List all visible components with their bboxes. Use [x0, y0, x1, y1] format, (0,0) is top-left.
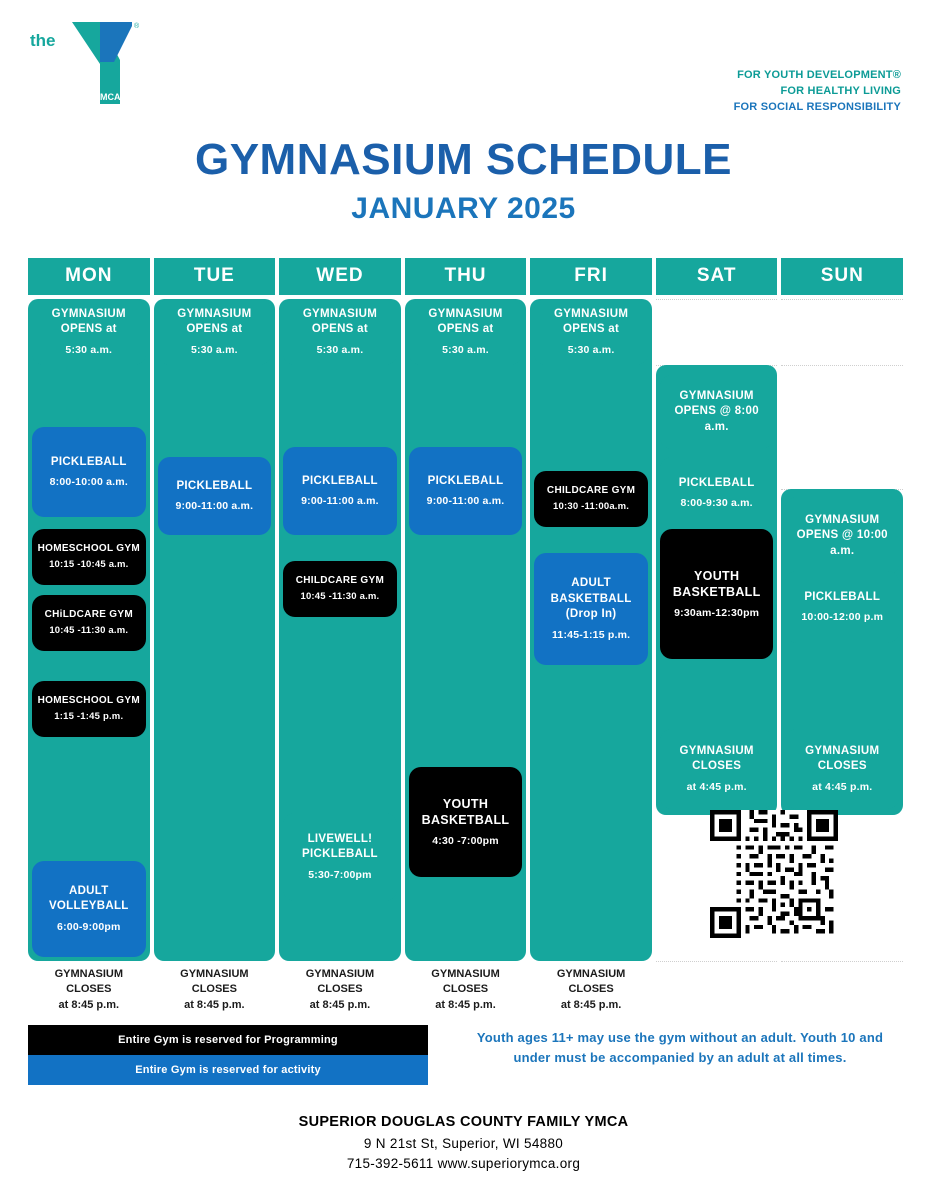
- day-header-fri: FRI: [530, 258, 652, 295]
- close-sat-empty: [656, 967, 778, 1013]
- day-header-row: [28, 258, 903, 295]
- youth-policy-note: Youth ages 11+ may use the gym without an adult. Youth 10 and under must be accompanied by an adult at all times.: [476, 1030, 884, 1066]
- logo-registered-mark: ®: [134, 23, 140, 30]
- event-sat-close: GYMNASIUM CLOSES at 4:45 p.m.: [660, 729, 774, 809]
- event-thu-pickleball: PICKLEBALL 9:00-11:00 a.m.: [409, 447, 523, 535]
- day-header-wed: WED: [279, 258, 401, 295]
- footer: [0, 1112, 927, 1174]
- event-sat-pickleball: PICKLEBALL 8:00-9:30 a.m.: [660, 457, 774, 529]
- closing-times-row: [28, 967, 903, 1013]
- tagline-line-1: FOR YOUTH DEVELOPMENT®: [737, 69, 901, 81]
- event-thu-open: GYMNASIUM OPENS at 5:30 a.m.: [409, 299, 523, 365]
- event-mon-childcare-gym: CHiLDCARE GYM 10:45 -11:30 a.m.: [32, 595, 146, 651]
- day-column-fri: [530, 299, 652, 961]
- page-subtitle: JANUARY 2025: [351, 192, 576, 225]
- event-fri-adult-basketball: ADULT BASKETBALL (Drop In) 11:45-1:15 p.m.: [534, 553, 648, 665]
- day-column-wed: [279, 299, 401, 961]
- close-mon: GYMNASIUM CLOSES at 8:45 p.m.: [54, 968, 124, 1011]
- close-fri: GYMNASIUM CLOSES at 8:45 p.m.: [556, 968, 626, 1011]
- event-sun-close: GYMNASIUM CLOSES at 4:45 p.m.: [785, 729, 899, 809]
- qr-code[interactable]: [710, 810, 838, 938]
- day-header-sun: SUN: [781, 258, 903, 295]
- event-tue-open: GYMNASIUM OPENS at 5:30 a.m.: [158, 299, 272, 365]
- close-wed: GYMNASIUM CLOSES at 8:45 p.m.: [305, 968, 375, 1011]
- ymca-logo: [28, 16, 148, 111]
- footer-contact: 715-392-5611 www.superiorymca.org: [346, 1156, 581, 1171]
- close-sun-empty: [781, 967, 903, 1013]
- event-fri-open: GYMNASIUM OPENS at 5:30 a.m.: [534, 299, 648, 365]
- event-sun-pickleball: PICKLEBALL 10:00-12:00 p.m: [785, 571, 899, 643]
- day-header-sat: SAT: [656, 258, 778, 295]
- qr-code-image: [710, 810, 838, 938]
- logo-ymca-text: YMCA: [94, 92, 121, 102]
- day-column-tue: [154, 299, 276, 961]
- day-column-mon: [28, 299, 150, 961]
- event-thu-youth-basketball: YOUTH BASKETBALL 4:30 -7:00pm: [409, 767, 523, 877]
- day-column-thu: [405, 299, 527, 961]
- page-title: GYMNASIUM SCHEDULE: [194, 135, 733, 184]
- event-mon-homeschool-pm: HOMESCHOOL GYM 1:15 -1:45 p.m.: [32, 681, 146, 737]
- legend-activity: Entire Gym is reserved for activity: [28, 1055, 428, 1085]
- day-header-thu: THU: [405, 258, 527, 295]
- event-wed-childcare-gym: CHILDCARE GYM 10:45 -11:30 a.m.: [283, 561, 397, 617]
- ymca-logo-mark: [28, 16, 148, 111]
- tagline-line-2: FOR HEALTHY LIVING: [780, 84, 901, 97]
- day-header-mon: MON: [28, 258, 150, 295]
- event-sat-open: GYMNASIUM OPENS @ 8:00 a.m.: [660, 375, 774, 449]
- footer-org-name: SUPERIOR DOUGLAS COUNTY FAMILY YMCA: [298, 1114, 629, 1130]
- footer-address: 9 N 21st St, Superior, WI 54880: [363, 1135, 564, 1151]
- close-tue: GYMNASIUM CLOSES at 8:45 p.m.: [180, 968, 249, 1011]
- event-mon-homeschool-am: HOMESCHOOL GYM 10:15 -10:45 a.m.: [32, 529, 146, 585]
- event-mon-pickleball: PICKLEBALL 8:00-10:00 a.m.: [32, 427, 146, 517]
- event-fri-childcare-gym: CHILDCARE GYM 10:30 -11:00a.m.: [534, 471, 648, 527]
- event-mon-open: GYMNASIUM OPENS at 5:30 a.m.: [32, 299, 146, 365]
- legend-programming: Entire Gym is reserved for Programming: [28, 1025, 428, 1055]
- event-wed-open: GYMNASIUM OPENS at 5:30 a.m.: [283, 299, 397, 365]
- brand-tagline: [734, 68, 901, 116]
- event-wed-pickleball: PICKLEBALL 9:00-11:00 a.m.: [283, 447, 397, 535]
- event-sat-youth-basketball: YOUTH BASKETBALL 9:30am-12:30pm: [660, 529, 774, 659]
- legend: [28, 1025, 428, 1085]
- tagline-line-3: FOR SOCIAL RESPONSIBILITY: [733, 100, 901, 113]
- close-thu: GYMNASIUM CLOSES at 8:45 p.m.: [431, 968, 500, 1011]
- page-header: [0, 0, 927, 130]
- title-block: [0, 135, 927, 226]
- event-sun-open: GYMNASIUM OPENS @ 10:00 a.m.: [785, 497, 899, 575]
- event-mon-adult-volleyball: ADULT VOLLEYBALL 6:00-9:00pm: [32, 861, 146, 957]
- event-tue-pickleball: PICKLEBALL 9:00-11:00 a.m.: [158, 457, 272, 535]
- event-wed-livewell-pickleball: LIVEWELL! PICKLEBALL 5:30-7:00pm: [283, 813, 397, 901]
- day-header-tue: TUE: [154, 258, 276, 295]
- logo-the-text: the: [30, 31, 56, 50]
